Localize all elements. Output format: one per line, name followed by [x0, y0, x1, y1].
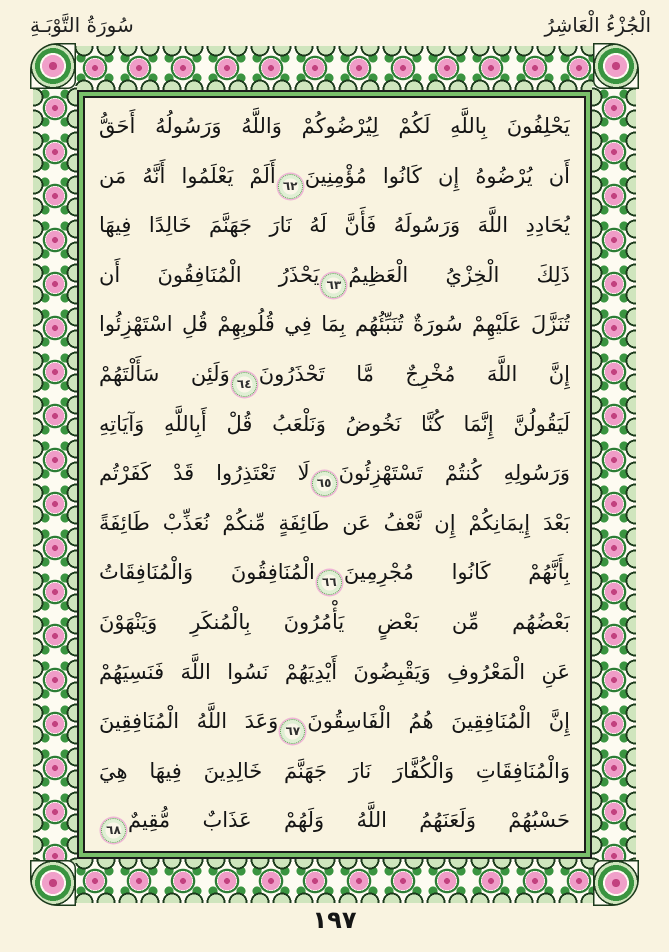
- corner-flower-icon: [593, 43, 639, 89]
- corner-flower-icon: [30, 860, 76, 906]
- ayah-text: وَالْمُنَافِقَاتِ وَالْكُفَّارَ نَارَ جَهَنَّمَ خَالِدِينَ فِيهَا هِيَ: [99, 758, 570, 783]
- page-header: [0, 6, 669, 44]
- ayah-text: ذَلِكَ الْخِزْيُ الْعَظِيمُ: [348, 262, 570, 287]
- ayah-text: وَعَدَ اللَّهُ الْمُنَافِقِينَ: [99, 709, 279, 734]
- verse-end-marker: ٦٣: [321, 273, 346, 298]
- ornamental-border-frame: [33, 46, 636, 903]
- quran-line: [99, 152, 570, 202]
- ayah-text: بَعْضُهُم مِّن بَعْضٍ يَأْمُرُونَ بِالْمُنكَرِ وَيَنْهَوْنَ: [99, 609, 570, 634]
- ayah-text: أَن يُرْضُوهُ إِن كَانُوا مُؤْمِنِينَ: [304, 163, 570, 188]
- quran-line: [99, 350, 570, 400]
- quran-line: [99, 548, 570, 598]
- border-ornament-bottom: [73, 859, 596, 903]
- ayah-text: حَسْبُهُمْ وَلَعَنَهُمُ اللَّهُ وَلَهُمْ عَذَابٌ مُّقِيمٌ: [128, 808, 570, 833]
- ayah-text: إِنَّ الْمُنَافِقِينَ هُمُ الْفَاسِقُونَ: [307, 709, 570, 734]
- quran-line: [99, 499, 570, 549]
- ayah-text: وَرَسُولِهِ كُنتُمْ تَسْتَهْزِئُونَ: [338, 461, 570, 486]
- page-number: ١٩٧: [312, 906, 357, 934]
- ayah-text: يَحْذَرُ الْمُنَافِقُونَ أَن: [99, 262, 320, 287]
- quran-line: [99, 400, 570, 450]
- quran-line: [99, 697, 570, 747]
- juz-label: الْجُزْءُ الْعَاشِرُ: [544, 13, 651, 37]
- ayah-text: لَا تَعْتَذِرُوا قَدْ كَفَرْتُم: [99, 461, 310, 486]
- ayah-text: الْمُنَافِقُونَ وَالْمُنَافِقَاتُ: [99, 560, 315, 585]
- quran-line: [99, 648, 570, 698]
- quran-text-area: [77, 90, 592, 859]
- ayah-text: أَلَمْ يَعْلَمُوا أَنَّهُ مَن: [99, 163, 276, 188]
- ayah-text: يَحْلِفُونَ بِاللَّهِ لَكُمْ لِيُرْضُوكُمْ وَاللَّهُ وَرَسُولُهُ أَحَقُّ: [99, 114, 570, 138]
- border-ornament-right: [592, 86, 636, 863]
- quran-line: [99, 300, 570, 350]
- quran-line: [99, 449, 570, 499]
- quran-line: [99, 201, 570, 251]
- quran-line: [99, 747, 570, 797]
- verse-end-marker: ٦٧: [280, 719, 305, 744]
- verse-end-marker: ٦٢: [278, 174, 303, 199]
- verse-end-marker: ٦٤: [232, 372, 257, 397]
- verse-end-marker: ٦٦: [317, 570, 342, 595]
- quran-line: [99, 598, 570, 648]
- border-ornament-left: [33, 86, 77, 863]
- surah-name-label: سُورَةُ التَّوْبَـةِ: [30, 13, 134, 37]
- ayah-text: بَعْدَ إِيمَانِكُمْ إِن نَّعْفُ عَن طَائِفَةٍ مِّنكُمْ نُعَذِّبْ طَائِفَةً: [99, 510, 570, 535]
- verse-end-marker: ٦٨: [101, 818, 126, 843]
- quran-line: [99, 102, 570, 152]
- ayah-text: لَيَقُولُنَّ إِنَّمَا كُنَّا نَخُوضُ وَنَلْعَبُ قُلْ أَبِاللَّهِ وَآيَاتِهِ: [99, 411, 570, 436]
- corner-flower-icon: [30, 43, 76, 89]
- corner-flower-icon: [593, 860, 639, 906]
- ayah-text: وَلَئِن سَأَلْتَهُمْ: [99, 361, 230, 386]
- border-ornament-top: [73, 46, 596, 90]
- ayah-text: تُنَزَّلَ عَلَيْهِمْ سُورَةٌ تُنَبِّئُهُم بِمَا فِي قُلُوبِهِمْ قُلِ اسْتَهْزِئُوا: [99, 312, 570, 337]
- ayah-text: يُحَادِدِ اللَّهَ وَرَسُولَهُ فَأَنَّ لَهُ نَارَ جَهَنَّمَ خَالِدًا فِيهَا: [99, 213, 570, 238]
- ayah-text: إِنَّ اللَّهَ مُخْرِجٌ مَّا تَحْذَرُونَ: [258, 361, 570, 386]
- quran-line: [99, 796, 570, 846]
- ayah-text: بِأَنَّهُمْ كَانُوا مُجْرِمِينَ: [343, 560, 570, 585]
- verse-end-marker: ٦٥: [312, 471, 337, 496]
- ayah-text: عَنِ الْمَعْرُوفِ وَيَقْبِضُونَ أَيْدِيَهُمْ نَسُوا اللَّهَ فَنَسِيَهُمْ: [99, 659, 570, 684]
- quran-line: [99, 251, 570, 301]
